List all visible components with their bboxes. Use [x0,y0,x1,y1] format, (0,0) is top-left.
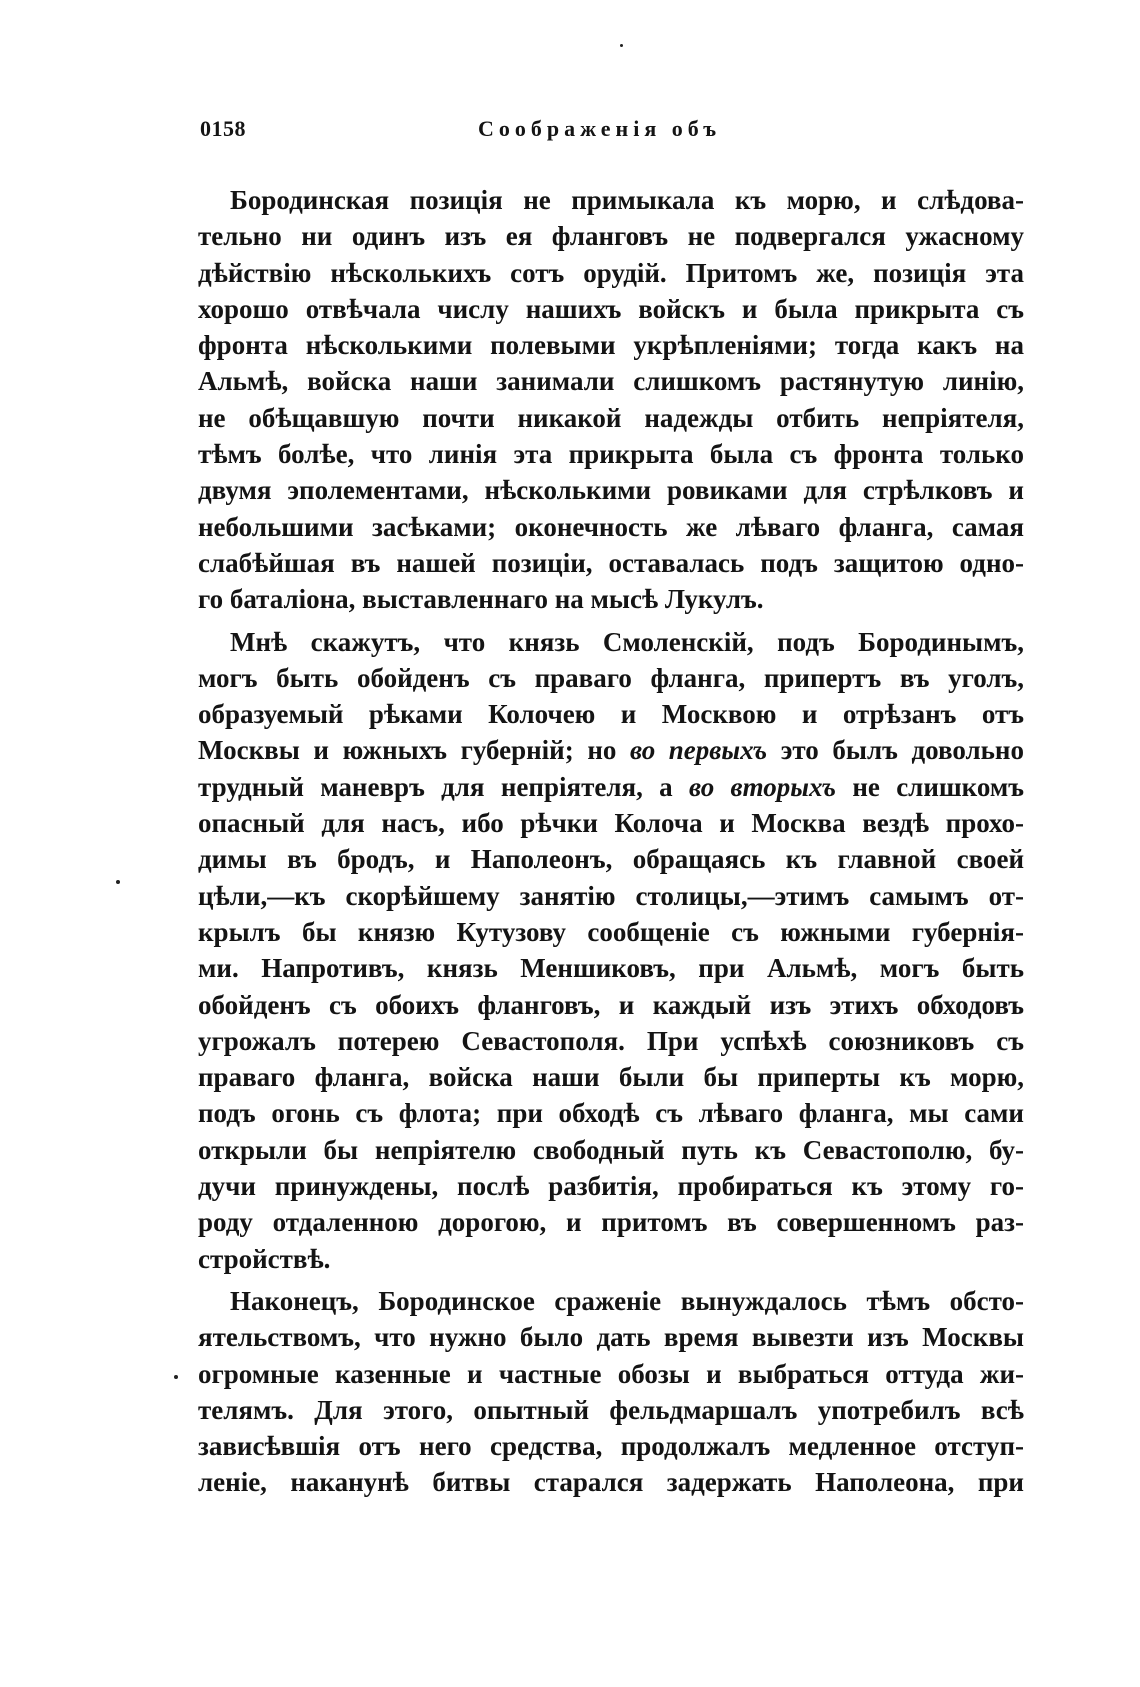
text-line: цѣли,—къ скорѣйшему занятію столицы,—этимъ самымъ от- [198,880,1024,911]
text-line: стройствѣ. [198,1243,331,1274]
scan-speck [116,880,120,884]
text-line: дучи принуждены, послѣ разбитія, пробираться къ этому го- [198,1171,1024,1202]
text-line: могъ быть обойденъ съ праваго фланга, припертъ въ уголъ, [198,662,1024,693]
text-line: роду отдаленною дорогою, и притомъ въ совершенномъ раз- [198,1207,1024,1238]
text-line: ятельствомъ, что нужно было дать время вывезти изъ Москвы [198,1322,1024,1353]
text-line: угрожалъ потерею Севастополя. При успѣхѣ союзниковъ съ [198,1025,1024,1056]
text-line: Альмѣ, войска наши занимали слишкомъ растянутую линію, [198,366,1024,397]
text-line: го баталіона, выставленнаго на мысѣ Лукулъ. [198,584,764,615]
text-line: тельно ни одинъ изъ ея фланговъ не подвергался ужасному [198,221,1024,252]
body-text [198,182,1024,1501]
text-line: праваго фланга, войска наши были бы приперты къ морю, [198,1062,1024,1093]
text-line: обойденъ съ обоихъ фланговъ, и каждый изъ этихъ обходовъ [198,989,1024,1020]
text-line: хорошо отвѣчала числу нашихъ войскъ и была прикрыта съ [198,293,1024,324]
paragraph-3 [198,1283,1024,1501]
text-line: опасный для насъ, ибо рѣчки Колоча и Москва вездѣ прохо- [198,808,1024,839]
text-line: Мнѣ скажутъ, что князь Смоленскій, подъ Бородинымъ, [230,626,1024,657]
page-header [200,116,1020,150]
text-line: крылъ бы князю Кутузову сообщеніе съ южными губернія- [198,916,1024,947]
text-line: телямъ. Для этого, опытный фельдмаршалъ употребилъ всѣ [198,1394,1024,1425]
text-line: открыли бы непріятелю свободный путь къ Севастополю, бу- [198,1134,1024,1165]
text-line: зависѣвшія отъ него средства, продолжалъ медленное отступ- [198,1431,1024,1462]
text-line: димы въ бродъ, и Наполеонъ, обращаясь къ главной своей [198,844,1024,875]
text-line: не обѣщавшую почти никакой надежды отбить непріятеля, [198,402,1024,433]
text-line: Москвы и южныхъ губерній; но во первыхъ это былъ довольно [198,735,1024,766]
text-line: Наконецъ, Бородинское сраженіе вынуждалось тѣмъ обсто- [230,1285,1024,1316]
page-number: 0158 [200,116,246,141]
text-line: тѣмъ болѣе, что линія эта прикрыта была съ фронта только [198,439,1024,470]
text-line: Бородинская позиція не примыкала къ морю, и слѣдова- [230,185,1024,215]
paragraph-2 [198,624,1024,1277]
paragraph-1 [198,182,1024,618]
text-line: двумя эполементами, нѣсколькими ровиками для стрѣлковъ и [198,475,1024,506]
scan-speck [620,44,623,47]
text-line: фронта нѣсколькими полевыми укрѣпленіями; тогда какъ на [198,330,1024,361]
text-line: леніе, наканунѣ битвы старался задержать Наполеона, при [198,1467,1024,1498]
text-line: образуемый рѣками Колочею и Москвою и отрѣзанъ отъ [198,699,1024,730]
scan-speck [174,1375,178,1379]
text-line: подъ огонь съ флота; при обходѣ съ лѣваго фланга, мы сами [198,1098,1024,1129]
text-line: дѣйствію нѣсколькихъ сотъ орудій. Притомъ же, позиція эта [198,257,1024,288]
text-line: огромные казенные и частные обозы и выбраться оттуда жи- [198,1358,1024,1389]
text-line: ми. Напротивъ, князь Меншиковъ, при Альмѣ, могъ быть [198,953,1024,984]
text-line: трудный маневръ для непріятеля, а во вторыхъ не слишкомъ [198,771,1024,802]
running-head: Соображенія объ [478,116,722,141]
text-line: небольшими засѣками; оконечность же лѣваго фланга, самая [198,511,1024,542]
text-line: слабѣйшая въ нашей позиціи, оставалась подъ защитою одно- [198,547,1024,578]
